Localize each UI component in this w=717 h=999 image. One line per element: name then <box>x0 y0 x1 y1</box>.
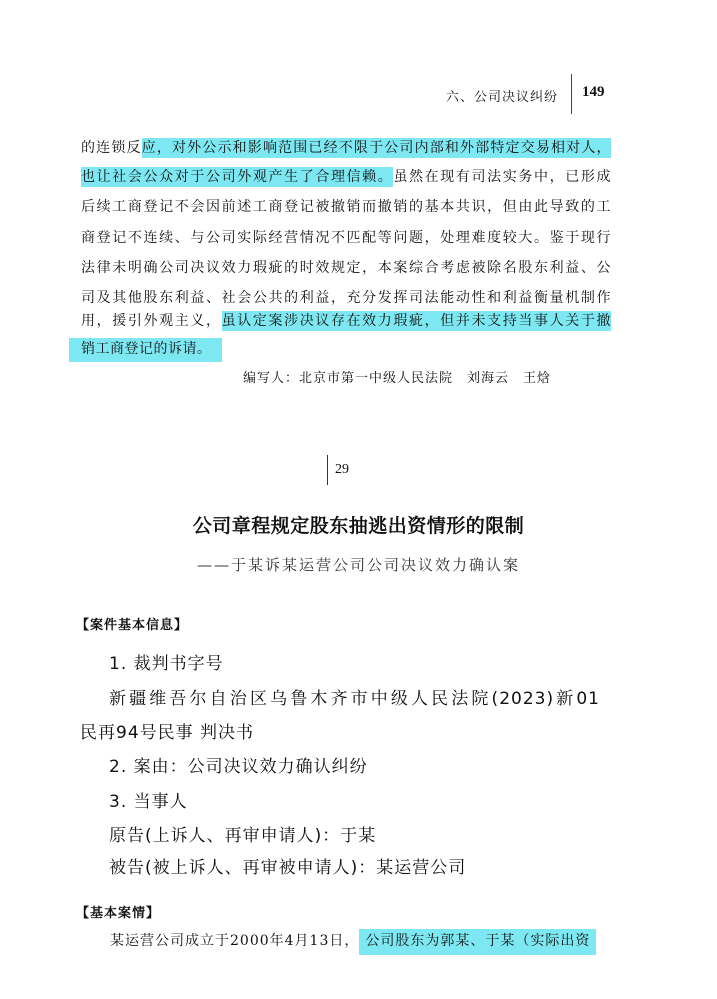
text-run: 的连锁反 <box>81 140 142 156</box>
header-divider <box>571 74 572 114</box>
paragraph-line-8 <box>69 338 222 358</box>
highlight-run: 虽认定案涉决议存在效力瑕疵，但并未支持当事人关于撤 <box>221 313 612 329</box>
highlight-run: 销工商登记的诉请。 <box>69 338 222 362</box>
paragraph-line-7 <box>81 309 611 333</box>
highlight-run: 也让社会公众对于公司外观产生了合理信赖。 <box>81 169 394 185</box>
item-judgment-number-label: 1. 裁判书字号 <box>109 654 224 674</box>
page-number: 149 <box>582 84 605 100</box>
section-heading-basic-facts: 【基本案情】 <box>76 906 161 921</box>
paragraph-line-1 <box>81 136 611 160</box>
facts-line-1 <box>110 928 622 954</box>
case-number: 29 <box>335 462 349 477</box>
item-cause-of-action: 2. 案由：公司决议效力确认纠纷 <box>109 757 368 777</box>
plaintiff: 原告(上诉人、再审申请人)：于某 <box>109 826 377 846</box>
text-run: 虽然在现有司法实务中，已形成 <box>393 169 612 185</box>
item-judgment-number-value-line1: 新疆维吾尔自治区乌鲁木齐市中级人民法院(2023)新01 <box>109 689 600 709</box>
case-number-divider <box>327 455 328 485</box>
item-parties-label: 3. 当事人 <box>109 792 188 812</box>
case-subtitle: ——于某诉某运营公司公司决议效力确认案 <box>196 556 520 574</box>
paragraph-line-6: 司及其他股东利益、社会公共的利益，充分发挥司法能动性和利益衡量机制作 <box>81 290 611 306</box>
paragraph-line-4: 商登记不连续、与公司实际经营情况不匹配等问题，处理难度较大。鉴于现行 <box>81 230 611 246</box>
text-run: 某运营公司成立于2000年4月13日， <box>110 933 360 949</box>
paragraph-line-2 <box>81 165 611 189</box>
item-judgment-number-value-line2: 民再94号民事 判决书 <box>80 723 255 743</box>
author-credit: 编写人：北京市第一中级人民法院 刘海云 王焓 <box>243 371 552 386</box>
paragraph-line-3: 后续工商登记不会因前述工商登记被撤销而撤销的基本共识，但由此导致的工 <box>81 199 611 215</box>
defendant: 被告(被上诉人、再审被申请人)：某运营公司 <box>109 858 467 878</box>
case-title: 公司章程规定股东抽逃出资情形的限制 <box>192 515 525 537</box>
text-run: 用，援引外观主义， <box>81 313 222 329</box>
paragraph-line-5: 法律未明确公司决议效力瑕疵的时效规定，本案综合考虑被除名股东利益、公 <box>81 260 611 276</box>
highlight-run: 应，对外公示和影响范围已经不限于公司内部和外部特定交易相对人， <box>141 140 612 156</box>
section-heading-basic-info: 【案件基本信息】 <box>76 618 189 633</box>
highlight-run: 公司股东为郭某、于某（实际出资 <box>359 929 596 955</box>
running-header-section: 六、公司决议纠纷 <box>446 90 559 105</box>
